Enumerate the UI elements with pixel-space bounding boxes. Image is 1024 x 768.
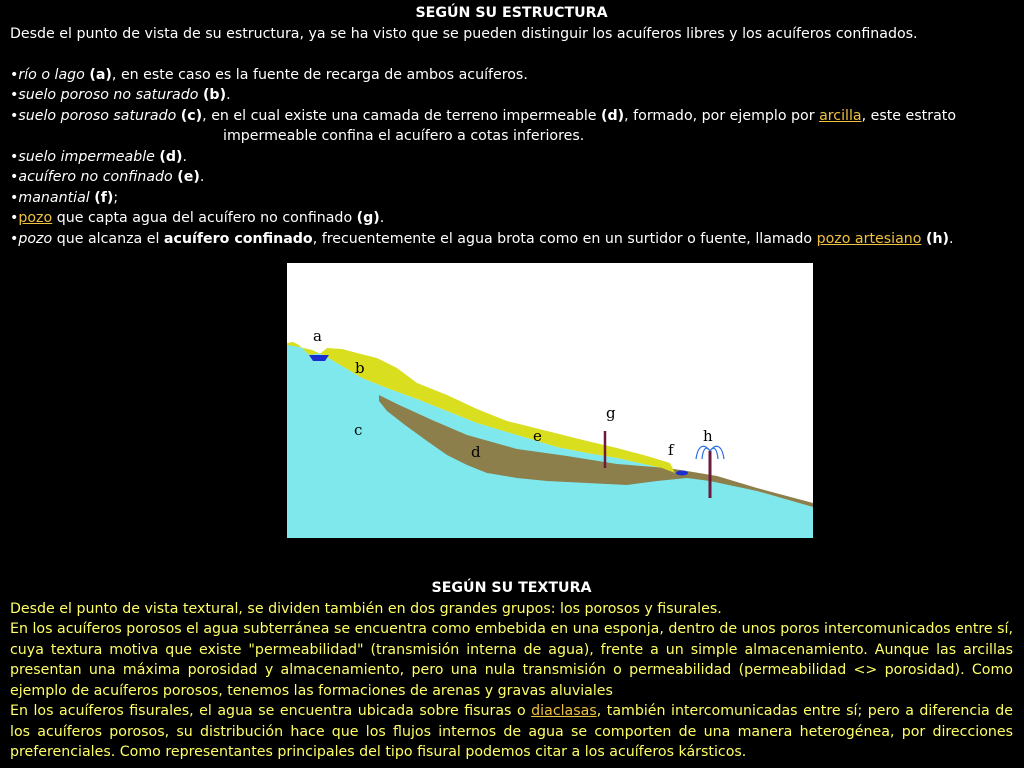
text: , este estrato [861,107,957,124]
term: acuífero no confinado [18,169,173,185]
label-g: g [606,404,616,422]
diaclasas-link[interactable]: diaclasas [531,703,597,719]
code: (h) [925,230,950,247]
term: manantial [18,189,90,206]
text: . [949,230,954,247]
spring [676,471,688,476]
text: . [199,169,205,185]
term: suelo poroso no saturado [18,87,199,103]
text: que capta agua del acuífero no confinado [52,210,357,226]
structure-intro: Desde el punto de vista de su estructura, ya se ha visto que se pueden distinguir los acuíferos libres y los acuíferos confinados. [10,25,918,42]
texture-p2: En los acuíferos porosos el agua subterránea se encuentra como embebida en una esponja, dentro de unos poros intercomunicados entre sí, cuya textura motiva que existe "permeabilidad" (transmisión interna de agua), frente a un simple almacenamiento. Aunque las arcillas presentan una máxima porosidad y almacenamiento, pero una nula transmisión o permeabilidad (permeabilidad <> porosidad). Como ejemplo de acuíferos porosos, tenemos las formaciones de arenas y gravas aluviales [10,621,1013,699]
code: (g) [356,210,380,226]
text: ; [113,189,119,206]
text: En los acuíferos fisurales, el agua se encuentra ubicada sobre fisuras o [10,703,532,719]
text: . [379,210,385,226]
text: , en este caso es la fuente de recarga de ambos acuíferos. [111,66,528,83]
bullet-b: •suelo poroso no saturado (b). [10,87,231,103]
bullet-h: •pozo que alcanza el acuífero confinado, frecuentemente el agua brota como en un surtidor o fuente, llamado pozo artesiano (h). [10,230,954,247]
term: suelo impermeable [18,148,155,165]
label-h: h [703,427,713,445]
text: . [182,148,188,165]
code: (c) [180,107,203,124]
text: , también intercomunicadas entre sí; pero a diferencia de los acuíferos porosos, su distribución hace que los flujos internos de agua se comporten de una manera heterogénea, por direcciones preferenciales. Como representantes principales del tipo fisural podemos citar a los acuíferos kársticos. [10,703,1014,760]
label-b: b [355,359,365,377]
bullet-e: •acuífero no confinado (e). [10,169,205,185]
texture-p3 [10,701,1013,763]
code: (d) [601,107,625,124]
texture-section [10,578,1013,763]
structure-section [10,3,1013,249]
label-a: a [313,327,322,345]
code: (a) [89,66,112,83]
text: que alcanza el [52,230,164,247]
strong-text: acuífero confinado [163,230,313,247]
pozo-artesiano-link[interactable]: pozo artesiano [816,230,922,247]
bullet-a: •río o lago (a), en este caso es la fuente de recarga de ambos acuíferos. [10,66,528,83]
bullet-d: •suelo impermeable (d). [10,148,188,165]
label-f: f [668,441,674,459]
texture-p1: Desde el punto de vista textural, se dividen también en dos grandes grupos: los porosos y fisurales. [10,600,722,617]
aquifer-diagram [287,263,813,538]
label-d: d [471,443,481,461]
aquifer-diagram-svg [287,263,813,538]
label-c: c [354,421,363,439]
term: río o lago [18,66,85,83]
text: . [226,87,231,103]
code: (b) [202,87,227,103]
arcilla-link[interactable]: arcilla [819,107,862,124]
bullet-f: •manantial (f); [10,189,119,206]
text: , frecuentemente el agua brota como en un surtidor o fuente, llamado [312,230,817,247]
structure-title: SEGÚN SU ESTRUCTURA [415,5,608,21]
bullet-c: •suelo poroso saturado (c), en el cual existe una camada de terreno impermeable (d), formado, por ejemplo por arcilla, este estrato [10,107,957,124]
bullet-c-cont: impermeable confina el acuífero a cotas inferiores. [223,128,585,144]
texture-title: SEGÚN SU TEXTURA [431,580,592,596]
term: suelo poroso saturado [18,107,177,124]
pozo-link[interactable]: pozo [18,210,53,226]
code: (d) [159,148,183,165]
bullet-g: •pozo que capta agua del acuífero no confinado (g). [10,210,385,226]
code: (f) [94,189,114,206]
text: , formado, por ejemplo por [624,107,820,124]
code: (e) [177,169,200,185]
term: pozo [18,230,53,247]
text: , en el cual existe una camada de terreno impermeable [202,107,602,124]
label-e: e [533,427,542,445]
